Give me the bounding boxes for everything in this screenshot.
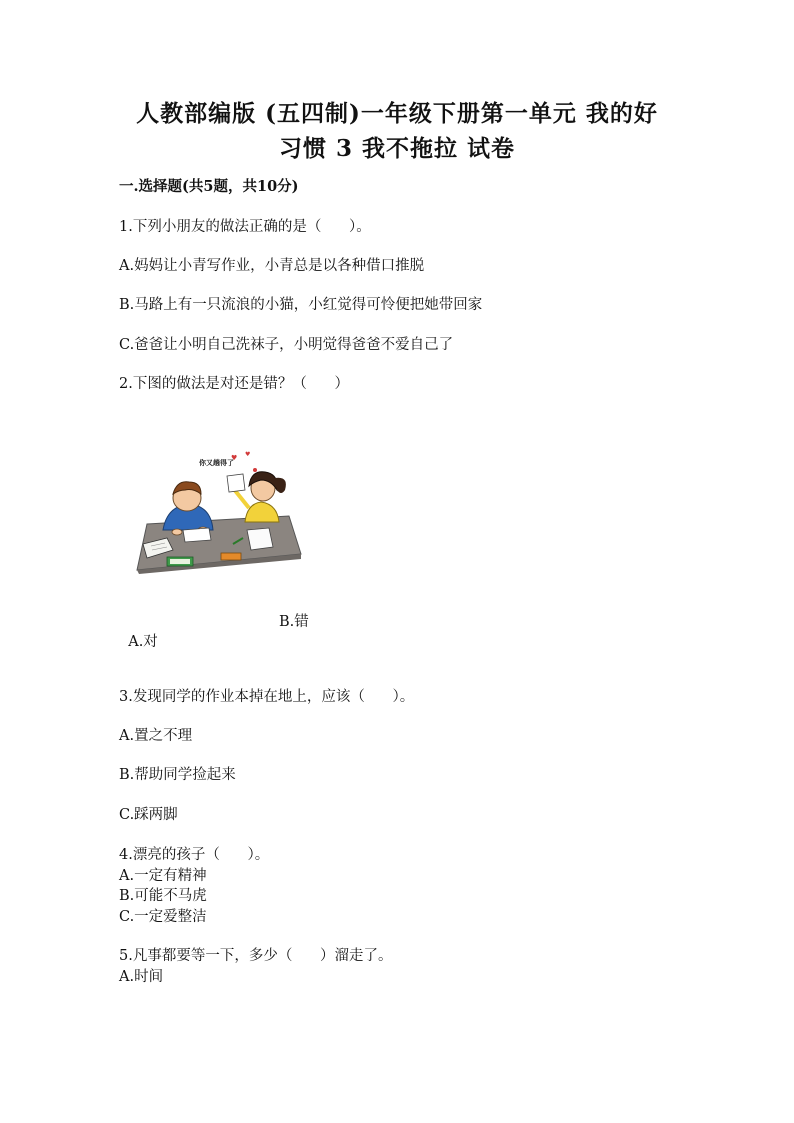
question-1-option-c: C.爸爸让小明自己洗袜子，小明觉得爸爸不爱自己了: [119, 337, 454, 353]
question-4-stem: 4.漂亮的孩子（ ）。: [119, 847, 270, 863]
question-1-option-a: A.妈妈让小青写作业，小青总是以各种借口推脱: [119, 258, 425, 274]
question-1-option-b: B.马路上有一只流浪的小猫，小红觉得可怜便把她带回家: [119, 297, 483, 313]
document-title-line-2: 习惯 3 我不拖拉 试卷: [278, 135, 516, 162]
question-3-option-b: B.帮助同学捡起来: [119, 767, 236, 783]
question-1-stem: 1.下列小朋友的做法正确的是（ ）。: [119, 219, 371, 235]
question-3-stem: 3.发现同学的作业本掉在地上，应该（ ）。: [119, 689, 415, 705]
question-2-stem: 2.下图的做法是对还是错？（ ）: [119, 376, 349, 392]
speech-text: 你又趟得了: [199, 459, 234, 467]
question-3-option-c: C.踩两脚: [119, 807, 178, 823]
section-heading: 一.选择题(共5题，共10分): [119, 178, 299, 195]
question-5-stem: 5.凡事都要等一下，多少（ ）溜走了。: [119, 948, 393, 964]
question-2-option-a: A.对: [128, 634, 158, 650]
document-title-line-1: 人教部编版 (五四制)一年级下册第一单元 我的好: [136, 100, 658, 127]
svg-text:♥: ♥: [245, 451, 251, 458]
question-2-option-b: B.错: [279, 614, 309, 630]
question-3-option-a: A.置之不理: [119, 728, 193, 744]
children-at-desk-illustration: [133, 446, 305, 574]
question-4-option-b: B.可能不马虎: [119, 888, 207, 904]
question-5-option-a: A.时间: [119, 969, 164, 985]
svg-text:♥: ♥: [231, 454, 238, 462]
question-4-option-c: C.一定爱整洁: [119, 909, 207, 925]
question-4-option-a: A.一定有精神: [119, 868, 207, 884]
question-2-options: [119, 612, 309, 672]
